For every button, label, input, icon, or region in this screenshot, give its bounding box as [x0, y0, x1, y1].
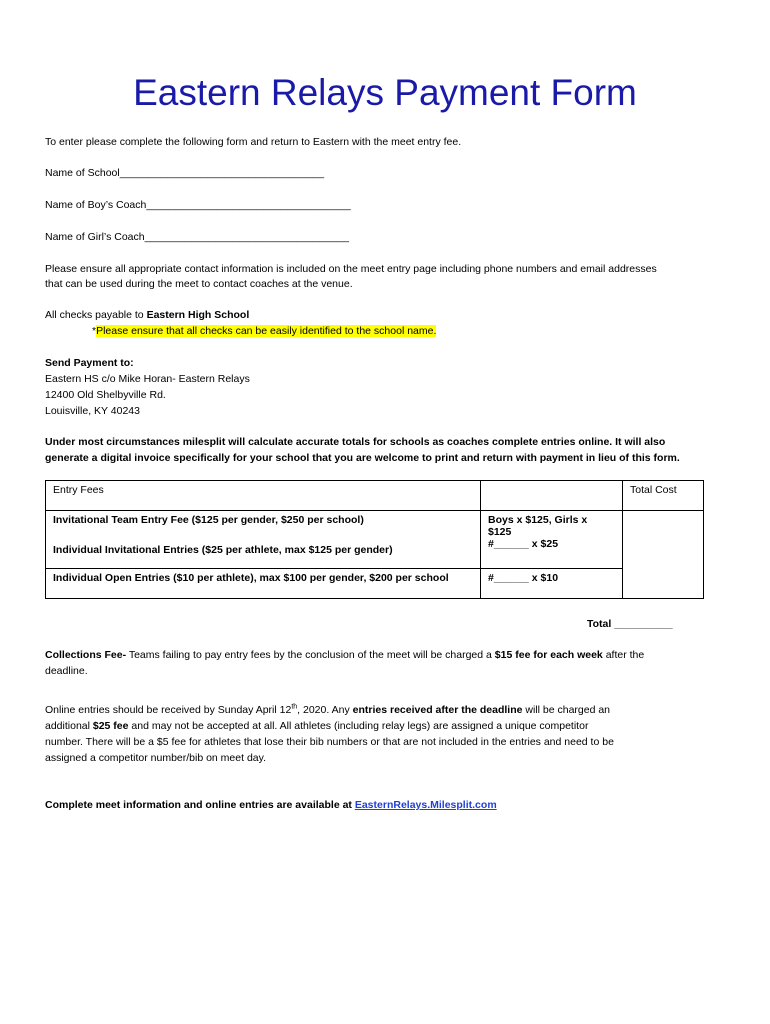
online-line-2 [45, 718, 588, 734]
total-line[interactable]: Total __________ [587, 618, 673, 630]
fee-row-2-desc: Individual Invitational Entries ($25 per athlete, max $125 per gender) [46, 541, 481, 569]
fee-table [45, 480, 704, 599]
send-payment-line-3: Louisville, KY 40243 [45, 405, 140, 417]
fee-row-3 [46, 569, 704, 599]
fee-row-1-calc [481, 511, 623, 569]
collections-line-2: deadline. [45, 665, 88, 677]
collections-label: Collections Fee- [45, 649, 127, 661]
milesplit-link[interactable]: EasternRelays.Milesplit.com [354, 799, 497, 811]
checks-payee: Eastern High School [146, 309, 250, 321]
milesplit-line-2: generate a digital invoice specifically for your school that you are welcome to print and return with payment in lieu of this form. [45, 452, 680, 464]
online-l1-bold: entries received after the deadline [352, 704, 523, 716]
collections-bold: $15 fee for each week [494, 649, 603, 661]
send-payment-line-2: 12400 Old Shelbyville Rd. [45, 389, 166, 401]
contact-info-line-2: that can be used during the meet to contact coaches at the venue. [45, 278, 353, 290]
checks-prefix: All checks payable to [45, 309, 147, 321]
send-payment-line-1: Eastern HS c/o Mike Horan- Eastern Relays [45, 373, 250, 385]
collections-text-1: Teams failing to pay entry fees by the conclusion of the meet will be charged a [126, 649, 495, 661]
fee-header-calc [481, 481, 623, 511]
fee-row-1-calc-a: Boys x $125, Girls x [488, 514, 588, 526]
fee-row-3-calc: #______ x $10 [481, 569, 623, 599]
fee-table-header-row [46, 481, 704, 511]
fee-row-1 [46, 511, 704, 541]
fee-row-3-desc: Individual Open Entries ($10 per athlete), max $100 per gender, $200 per school [46, 569, 481, 599]
online-line-1 [45, 702, 610, 718]
online-l2-b: and may not be accepted at all. All athletes (including relay legs) are assigned a unique competitor [128, 720, 589, 732]
checks-note [92, 323, 436, 339]
fee-row-1-desc: Invitational Team Entry Fee ($125 per gender, $250 per school) [46, 511, 481, 541]
intro-text: To enter please complete the following form and return to Eastern with the meet entry fee. [45, 136, 462, 148]
online-l1-sup: th [291, 703, 298, 711]
collections-line-1 [45, 647, 644, 663]
online-line-3: number. There will be a $5 fee for athletes that lose their bib numbers or that are not included in the entries and need to be [45, 736, 614, 748]
fee-row-1-calc-b: $125 [488, 526, 512, 538]
online-line-4: assigned a competitor number/bib on meet day. [45, 752, 267, 764]
school-name-field[interactable]: Name of School___________________________________ [45, 167, 325, 179]
online-l1-c: will be charged an [522, 704, 611, 716]
boys-coach-field[interactable]: Name of Boy’s Coach___________________________________ [45, 199, 351, 211]
contact-info-line-1: Please ensure all appropriate contact information is included on the meet entry page including phone numbers and email addresses [45, 263, 657, 275]
fee-row-2-calc: #______ x $25 [488, 538, 559, 550]
fee-header-total: Total Cost [623, 481, 704, 511]
girls-coach-field[interactable]: Name of Girl’s Coach___________________________________ [45, 231, 349, 243]
footer-text: Complete meet information and online entries are available at [45, 799, 355, 811]
online-l2-bold: $25 fee [92, 720, 129, 732]
collections-text-2: after the [602, 649, 645, 661]
checks-note-highlight: Please ensure that all checks can be easily identified to the school name. [96, 325, 437, 337]
checks-payable [45, 307, 249, 323]
milesplit-line-1: Under most circumstances milesplit will calculate accurate totals for schools as coaches complete entries online. It will also [45, 436, 666, 448]
online-l2-a: additional [45, 720, 93, 732]
page-title: Eastern Relays Payment Form [133, 72, 637, 113]
online-l1-b: , 2020. Any [297, 704, 353, 716]
footer-line [45, 797, 497, 813]
checks-note-star: * [92, 325, 97, 337]
fee-total-cell[interactable] [623, 511, 704, 599]
online-l1-a: Online entries should be received by Sunday April 12 [45, 704, 292, 716]
fee-header-entry: Entry Fees [46, 481, 481, 511]
send-payment-heading: Send Payment to: [45, 357, 134, 369]
